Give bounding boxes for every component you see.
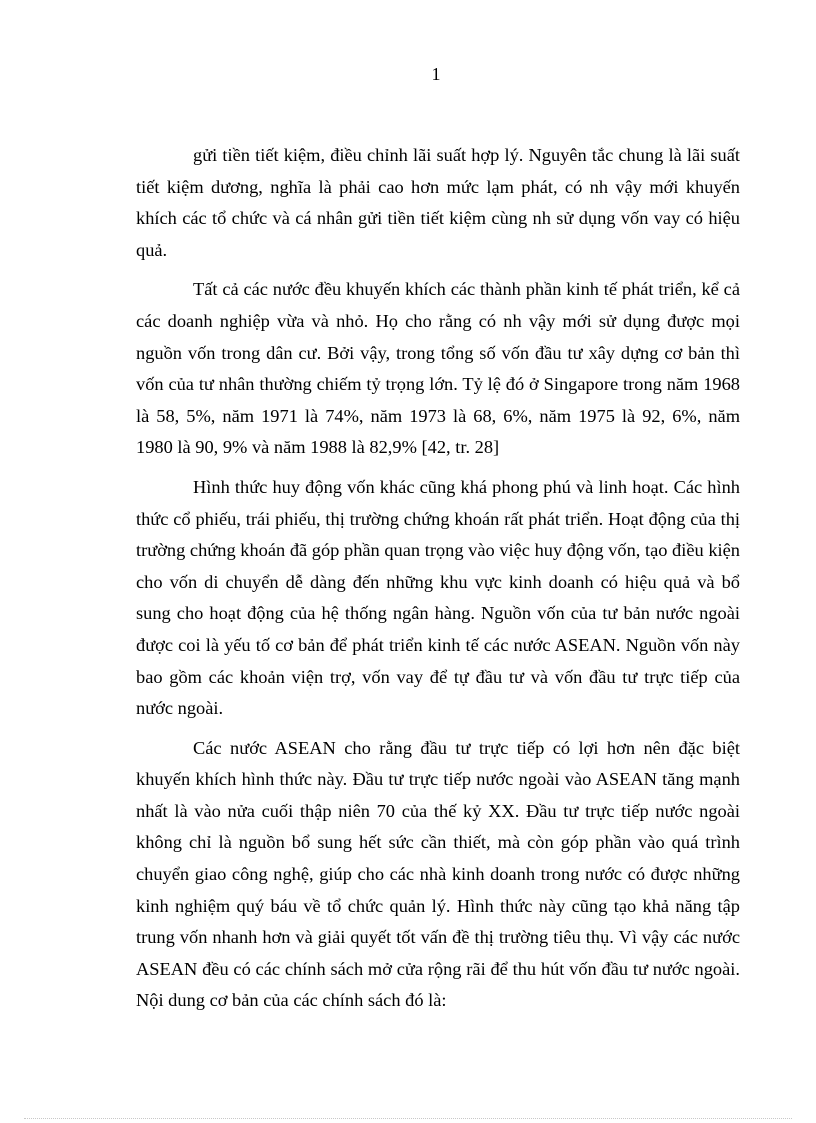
page-bottom-divider — [24, 1118, 792, 1119]
paragraph-2: Tất cả các nước đều khuyến khích các thành phần kinh tế phát triển, kể cả các doanh nghiệp vừa và nhỏ. Họ cho rằng có nh vậy mới sử dụng được mọi nguồn vốn trong dân cư. Bởi vậy, trong tổng số vốn đầu tư xây dựng cơ bản thì vốn của tư nhân thường chiếm tỷ trọng lớn. Tỷ lệ đó ở Singapore trong năm 1968 là 58, 5%, năm 1971 là 74%, năm 1973 là 68, 6%, năm 1975 là 92, 6%, năm 1980 là 90, 9% và năm 1988 là 82,9% [42, tr. 28] — [136, 279, 740, 458]
paragraph-1: gửi tiền tiết kiệm, điều chỉnh lãi suất hợp lý. Nguyên tắc chung là lãi suất tiết kiệm dương, nghĩa là phải cao hơn mức lạm phát, có nh vậy mới khuyến khích các tổ chức và cá nhân gửi tiền tiết kiệm cùng nh sử dụng vốn vay có hiệu quả. — [136, 145, 740, 260]
page-number: 1 — [431, 64, 441, 84]
document-body — [136, 140, 740, 1025]
paragraph-3: Hình thức huy động vốn khác cũng khá phong phú và linh hoạt. Các hình thức cổ phiếu, trái phiếu, thị trường chứng khoán rất phát triển. Hoạt động của thị trường chứng khoán đã góp phần quan trọng vào việc huy động vốn, tạo điều kiện cho vốn di chuyển dễ dàng đến những khu vực kinh doanh có hiệu quả và bổ sung cho hoạt động của hệ thống ngân hàng. Nguồn vốn của tư bản nước ngoài được coi là yếu tố cơ bản để phát triển kinh tế các nước ASEAN. Nguồn vốn này bao gồm các khoản viện trợ, vốn vay để tự đầu tư và vốn đầu tư trực tiếp của nước ngoài. — [136, 476, 740, 719]
paragraph-4: Các nước ASEAN cho rằng đầu tư trực tiếp có lợi hơn nên đặc biệt khuyến khích hình thức này. Đầu tư trực tiếp nước ngoài vào ASEAN tăng mạnh nhất là vào nửa cuối thập niên 70 của thế kỷ XX. Đầu tư trực tiếp nước ngoài không chỉ là nguồn bổ sung hết sức cần thiết, mà còn góp phần vào quá trình chuyển giao công nghệ, giúp cho các nhà kinh doanh trong nước có được những kinh nghiệm quý báu về tổ chức quản lý. Hình thức này cũng tạo khả năng tập trung vốn nhanh hơn và giải quyết tốt vấn đề thị trường tiêu thụ. Vì vậy các nước ASEAN đều có các chính sách mở cửa rộng rãi để thu hút vốn đầu tư nước ngoài. Nội dung cơ bản của các chính sách đó là: — [136, 737, 740, 1011]
